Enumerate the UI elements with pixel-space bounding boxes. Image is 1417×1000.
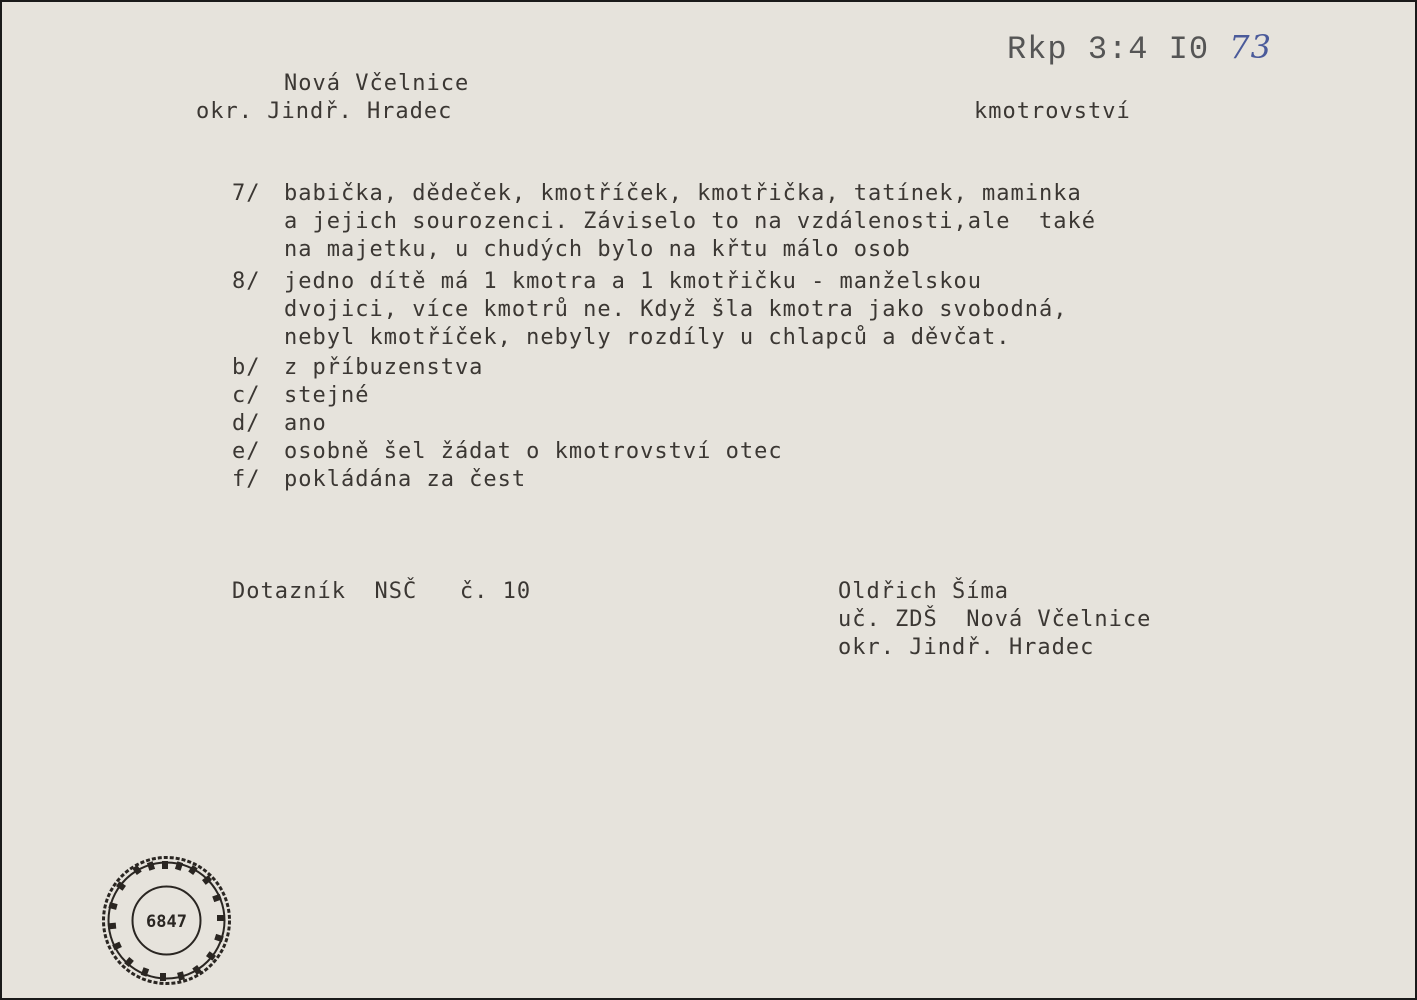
answer-f (232, 466, 526, 494)
place-line-1: Nová Včelnice (284, 71, 470, 96)
answer-d (232, 410, 327, 438)
answer-e (232, 438, 783, 466)
questionnaire-number: Dotazník NSČ č. 10 (232, 579, 532, 604)
catalog-code-handwritten: 73 (1229, 28, 1272, 66)
stamp-number: 6847 (146, 912, 187, 932)
answer-line: z příbuzenstva (284, 355, 484, 380)
catalog-code (1007, 28, 1272, 68)
answer-c (232, 382, 369, 410)
answer-line: stejné (284, 383, 370, 408)
answer-line: nebyl kmotříček, nebyly rozdíly u chlapců a děvčat. (284, 325, 1011, 350)
answer-line: a jejich sourozenci. Záviselo to na vzdálenosti,ale také (284, 209, 1096, 234)
author-school: uč. ZDŠ Nová Včelnice (838, 607, 1152, 632)
answer-line: jedno dítě má 1 kmotra a 1 kmotřičku - manželskou (284, 269, 983, 294)
archive-stamp (100, 854, 233, 987)
answer-marker: f/ (232, 467, 261, 492)
answer-line: na majetku, u chudých bylo na křtu málo osob (284, 237, 911, 262)
answer-marker: d/ (232, 411, 261, 436)
answer-marker: b/ (232, 355, 261, 380)
answer-line: dvojici, více kmotrů ne. Když šla kmotra jako svobodná, (284, 297, 1068, 322)
answer-marker: c/ (232, 383, 261, 408)
answer-line: pokládána za čest (284, 467, 527, 492)
author-name: Oldřich Šíma (838, 579, 1009, 604)
answer-marker: e/ (232, 439, 261, 464)
answer-8 (232, 268, 982, 296)
place-line-2: okr. Jindř. Hradec (196, 99, 453, 124)
answer-7 (232, 180, 1082, 208)
catalog-code-typed: Rkp 3:4 I0 (1007, 31, 1210, 68)
author-district: okr. Jindř. Hradec (838, 635, 1095, 660)
answer-b (232, 354, 483, 382)
answer-line: babička, dědeček, kmotříček, kmotřička, tatínek, maminka (284, 181, 1082, 206)
answer-line: ano (284, 411, 327, 436)
answer-marker: 8/ (232, 269, 261, 294)
answer-line: osobně šel žádat o kmotrovství otec (284, 439, 783, 464)
answer-marker: 7/ (232, 181, 261, 206)
topic-heading: kmotrovství (974, 99, 1131, 124)
